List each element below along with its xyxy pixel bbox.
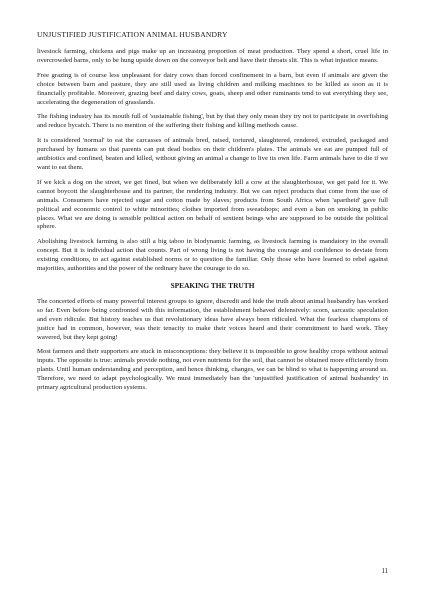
paragraph: Most farmers and their supporters are stuck in misconceptions: they believe it is impossible to grow healthy crops without animal inputs. The opposite is true: animals provide nothing, not even nutrients for the soil, that cannot be obtained more efficiently from plants. Until human understanding and perception, and hence thinking, changes, we can be blind to what is happening around us. Therefore, we need to adapt psychologically. We must immediately ban the 'unjustified justification of animal husbandry' in primary agricultural production systems.: [37, 348, 388, 392]
paragraph: If we kick a dog on the street, we get fined, but when we deliberately kill a cow at the slaughterhouse, we get paid for it. We cannot boycott the slaughterhouse and its partner, the rendering industry. But we can reject products that come from the use of animals. Consumers have rejected sugar and cotton made by slaves; products from South Africa when 'apartheid' gave full political and economic control to white minorities; clothes imported from sweatshops; and even a ban on smoking in public places. What we are doing is sensible political action on behalf of sentient beings who are supposed to be outside the political sphere.: [37, 178, 388, 231]
paragraph: It is considered 'normal' to eat the carcasses of animals bred, raised, tortured, slaughtered, rendered, extruded, packaged and purchased by humans so that parents can put dead bodies on their children's plates. The animals we eat are pumped full of antibiotics and confined, beaten and killed, without giving an animal a change to live its own life. Farm animals have to die if we want to eat them.: [37, 137, 388, 171]
paragraph: The fishing industry has its mouth full of 'sustainable fishing', but by that they only mean they try not to participate in overfishing and reduce bycatch. There is no mention of the suffering their fishing and killing methods cause.: [37, 113, 388, 130]
page-number: 11: [381, 568, 388, 575]
paragraph: The concerted efforts of many powerful interest groups to ignore, discredit and hide the truth about animal husbandry has worked so far. Even before being confronted with this information, the establishment behaved defensively: scorn, sarcastic speculation and even ridicule. But history teaches us that revolutionary ideas have always been ridiculed. What the fearless champions of justice had in common, however, was their tenacity to make their voices heard and their commitment to hard work. They wavered, but they kept going!: [37, 297, 388, 341]
paragraph: Abolishing livestock farming is also still a big taboo in biodynamic farming, as livestock farming is mandatory in the overall concept. But it is individual action that counts. Part of wrong living is not having the courage and confidence to deviate from existing conditions, to act against established norms or to question the familiar. Only those who have learned to rebel against majorities, authorities and the power of the ordinary have the courage to do so.: [37, 238, 388, 273]
section-heading: SPEAKING THE TRUTH: [170, 280, 255, 290]
running-head: UNJUSTIFIED JUSTIFICATION ANIMAL HUSBANDRY: [37, 30, 228, 39]
paragraph: livestock farming, chickens and pigs make up an increasing proportion of meat production. They spend a short, cruel life in overcrowded barns, only to be hung upside down on the conveyor belt and have their throats slit. This is what injustice means.: [37, 48, 388, 64]
paragraph: Free grazing is of course less unpleasant for dairy cows than forced confinement in a barn, but even if animals are given the choice between barn and pasture, they are still used as living children and milking machines to be killed as soon as it is financially profitable. Moreover, grazing beef and dairy cows, goats, sheep and other ruminants tend to eat everything they see, accelerating the degeneration of grasslands.: [37, 71, 388, 106]
